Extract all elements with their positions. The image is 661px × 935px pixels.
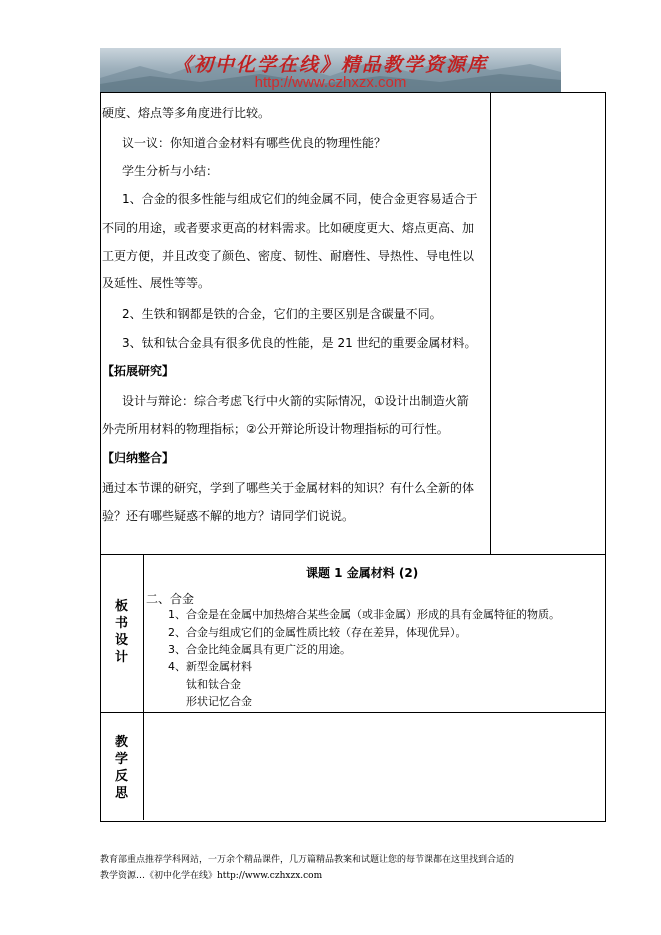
section-heading-extension: 【拓展研究】 bbox=[102, 364, 175, 378]
footer-line: 教学资源…《初中化学在线》http://www.czhxzx.com bbox=[100, 871, 323, 881]
board-subitem: 钛和钛合金 bbox=[186, 678, 241, 691]
board-item: 3、合金比纯金属具有更广泛的用途。 bbox=[168, 643, 351, 656]
label-char: 反 bbox=[114, 769, 128, 784]
board-section: 二、合金 bbox=[146, 592, 195, 606]
footer-line: 教育部重点推荐学科网站，一万余个精品课件，几万篇精品教案和试题让您的每节课都在这里找到合适的 bbox=[100, 855, 515, 865]
label-char: 学 bbox=[114, 752, 128, 767]
header-banner bbox=[100, 48, 561, 92]
body-paragraph: 及延性、展性等等。 bbox=[102, 276, 211, 290]
label-char: 计 bbox=[114, 650, 128, 665]
table-divider bbox=[100, 554, 605, 555]
body-paragraph: 学生分析与小结： bbox=[122, 164, 219, 178]
label-char: 书 bbox=[114, 616, 128, 631]
board-item: 2、合金与组成它们的金属性质比较（存在差异，体现优异）。 bbox=[168, 626, 467, 639]
body-paragraph: 3、钛和钛合金具有很多优良的性能，是 21 世纪的重要金属材料。 bbox=[122, 336, 477, 350]
banner-title: 《初中化学在线》精品教学资源库 bbox=[172, 54, 488, 76]
body-paragraph: 外壳所用材料的物理指标；②公开辩论所设计物理指标的可行性。 bbox=[102, 422, 449, 436]
body-paragraph: 议一议：你知道合金材料有哪些优良的物理性能？ bbox=[122, 136, 387, 150]
label-char: 思 bbox=[114, 786, 128, 801]
section-heading-summary: 【归纳整合】 bbox=[102, 451, 175, 465]
body-paragraph: 设计与辩论：综合考虑飞行中火箭的实际情况，①设计出制造火箭 bbox=[122, 394, 469, 408]
label-char: 教 bbox=[114, 735, 128, 750]
banner-url-link[interactable]: http://www.czhxzx.com bbox=[254, 74, 407, 91]
body-paragraph: 硬度、熔点等多角度进行比较。 bbox=[102, 106, 271, 120]
label-char: 设 bbox=[114, 633, 128, 648]
page-footer bbox=[100, 852, 570, 884]
board-item: 1、合金是在金属中加热熔合某些金属（或非金属）形成的具有金属特征的物质。 bbox=[168, 608, 560, 621]
body-paragraph: 通过本节课的研究，学到了哪些关于金属材料的知识？有什么全新的体 bbox=[102, 481, 475, 495]
table-divider bbox=[143, 554, 144, 820]
table-divider bbox=[100, 712, 605, 713]
body-paragraph: 工更方便，并且改变了颜色、密度、韧性、耐磨性、导热性、导电性以 bbox=[102, 249, 475, 263]
body-paragraph: 验？还有哪些疑惑不解的地方？请同学们说说。 bbox=[102, 509, 355, 523]
body-paragraph: 1、合金的很多性能与组成它们的纯金属不同，使合金更容易适合于 bbox=[122, 192, 478, 206]
body-paragraph: 2、生铁和钢都是铁的合金，它们的主要区别是含碳量不同。 bbox=[122, 307, 442, 321]
board-item: 4、新型金属材料 bbox=[168, 660, 252, 673]
label-char: 板 bbox=[114, 599, 128, 614]
board-subitem: 形状记忆合金 bbox=[186, 695, 252, 708]
body-paragraph: 不同的用途，或者要求更高的材料需求。比如硬度更大、熔点更高、加 bbox=[102, 221, 475, 235]
board-design-label bbox=[100, 598, 143, 666]
board-title: 课题 1 金属材料 (2) bbox=[306, 566, 419, 580]
teaching-reflection-label bbox=[100, 734, 143, 802]
